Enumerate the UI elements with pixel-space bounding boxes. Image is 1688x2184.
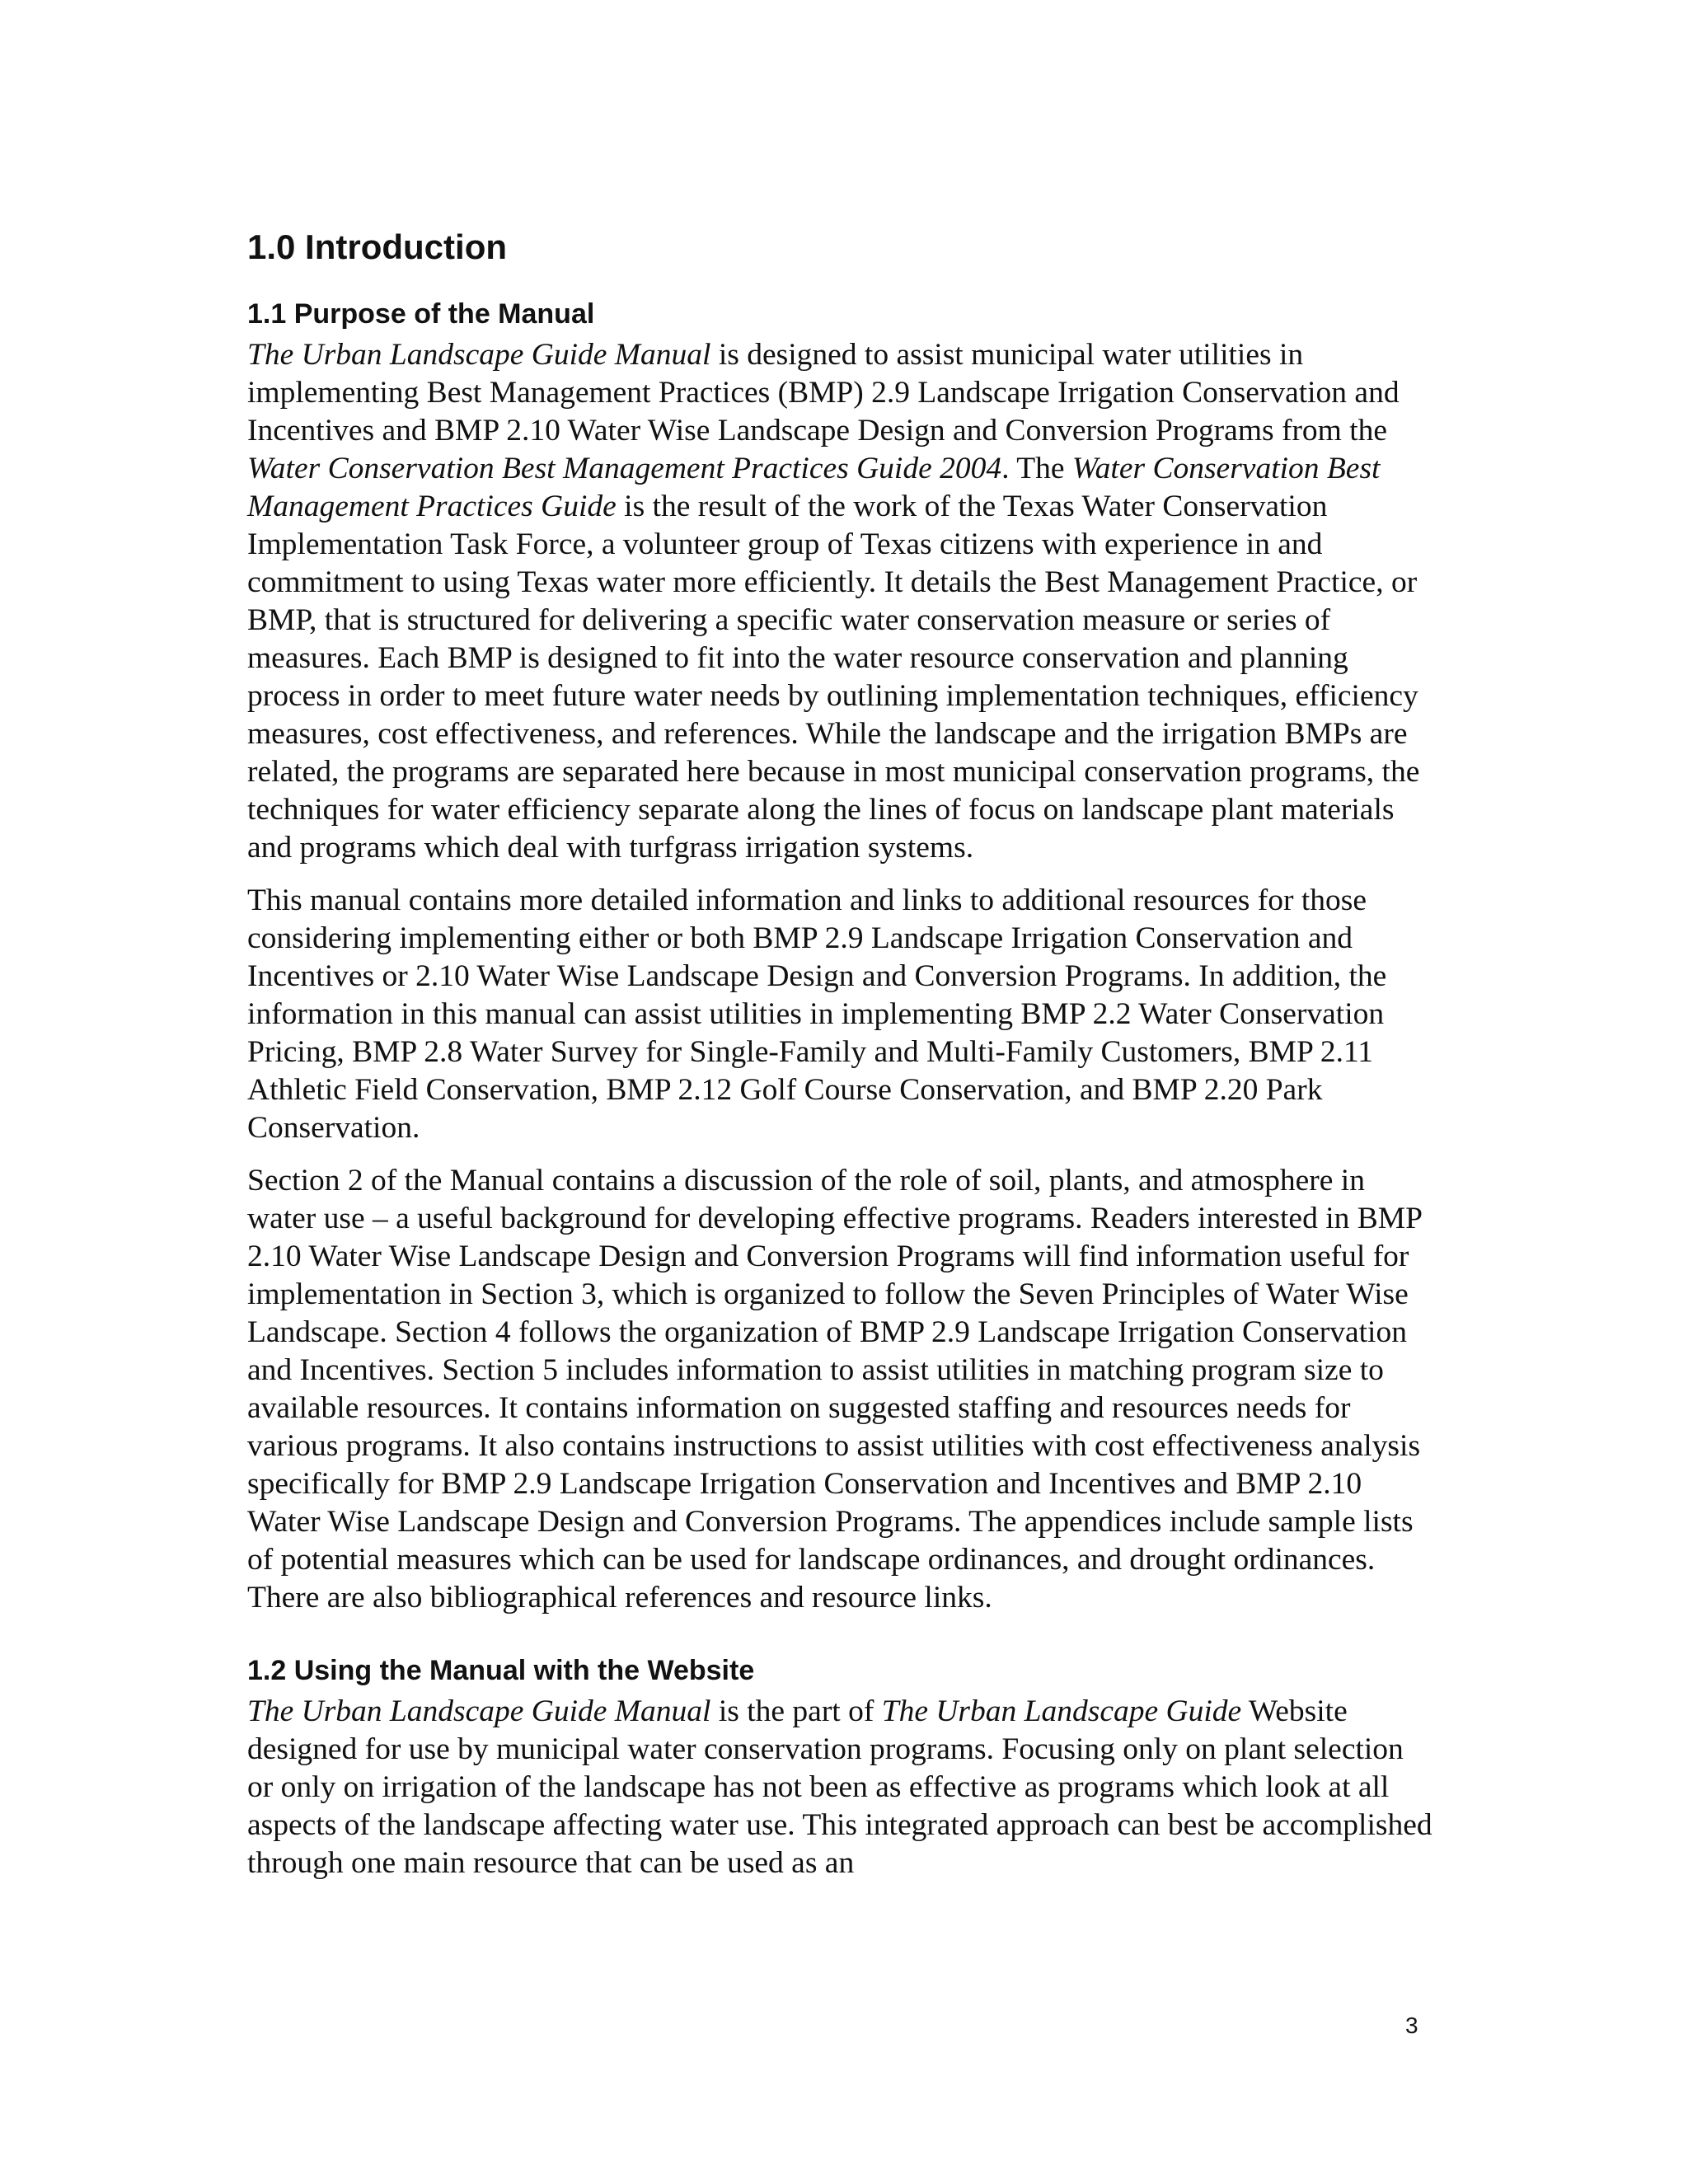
text-run: is designed to assist municipal water utilities in implementing Best Management Practices (BMP) 2.9 Landscape Irrigation Conservation and Incentives and BMP 2.10 Water Wise Landscape Design and Conversion Programs from the [247,338,1400,448]
section-title-website: 1.2 Using the Manual with the Website [247,1655,755,1686]
section-purpose [247,295,1434,1617]
purpose-paragraph-1 [247,336,1434,867]
section-title-purpose: 1.1 Purpose of the Manual [247,298,595,330]
text-run: . The [1001,452,1072,485]
manual-title-italic: The Urban Landscape Guide Manual [247,338,711,372]
bmp-guide-2004-italic: Water Conservation Best Management Practices Guide 2004 [247,452,1002,485]
document-page [247,223,1434,1897]
text-run: Website designed for use by municipal water conservation programs. Focusing only on plant selection or only on irrigation of the landscape has not been as effective as programs which look at all aspects of the landscape affecting water use. This integrated approach can best be accomplished through one main resource that can be used as an [247,1694,1432,1880]
page-number: 3 [1405,2013,1418,2038]
text-run: is the result of the work of the Texas Water Conservation Implementation Task Force, a volunteer group of Texas citizens with experience in and commitment to using Texas water more efficiently. It details the Best Management Practice, or BMP, that is structured for delivering a specific water conservation measure or series of measures. Each BMP is designed to fit into the water resource conservation and planning process in order to meet future water needs by outlining implementation techniques, efficiency measures, cost effectiveness, and references. While the landscape and the irrigation BMPs are related, the programs are separated here because in most municipal conservation programs, the techniques for water efficiency separate along the lines of focus on landscape plant materials and programs which deal with turfgrass irrigation systems. [247,490,1420,865]
website-paragraph-1 [247,1693,1434,1882]
purpose-paragraph-2: This manual contains more detailed information and links to additional resources for those considering implementing either or both BMP 2.9 Landscape Irrigation Conservation and Incentives or 2.10 Water Wise Landscape Design and Conversion Programs. In addition, the information in this manual can assist utilities in implementing BMP 2.2 Water Conservation Pricing, BMP 2.8 Water Survey for Single-Family and Multi-Family Customers, BMP 2.11 Athletic Field Conservation, BMP 2.12 Golf Course Conservation, and BMP 2.20 Park Conservation. [247,883,1387,1145]
manual-title-italic: The Urban Landscape Guide Manual [247,1694,711,1728]
chapter-heading: 1.0 Introduction [247,227,507,266]
text-run: is the part of [710,1694,882,1728]
section-website [247,1652,1434,1882]
guide-title-italic: The Urban Landscape Guide [881,1694,1242,1728]
purpose-paragraph-3: Section 2 of the Manual contains a discussion of the role of soil, plants, and atmosphere in water use – a useful background for developing effective programs. Readers interested in BMP 2.10 Water Wise Landscape Design and Conversion Programs will find information useful for implementation in Section 3, which is organized to follow the Seven Principles of Water Wise Landscape. Section 4 follows the organization of BMP 2.9 Landscape Irrigation Conservation and Incentives. Section 5 includes information to assist utilities in matching program size to available resources. It contains information on suggested staffing and resources needs for various programs. It also contains instructions to assist utilities with cost effectiveness analysis specifically for BMP 2.9 Landscape Irrigation Conservation and Incentives and BMP 2.10 Water Wise Landscape Design and Conversion Programs. The appendices include sample lists of potential measures which can be used for landscape ordinances, and drought ordinances. There are also bibliographical references and resource links. [247,1164,1422,1615]
bmp-guide-italic: Water Conservation Best Management Practices Guide [247,452,1381,523]
